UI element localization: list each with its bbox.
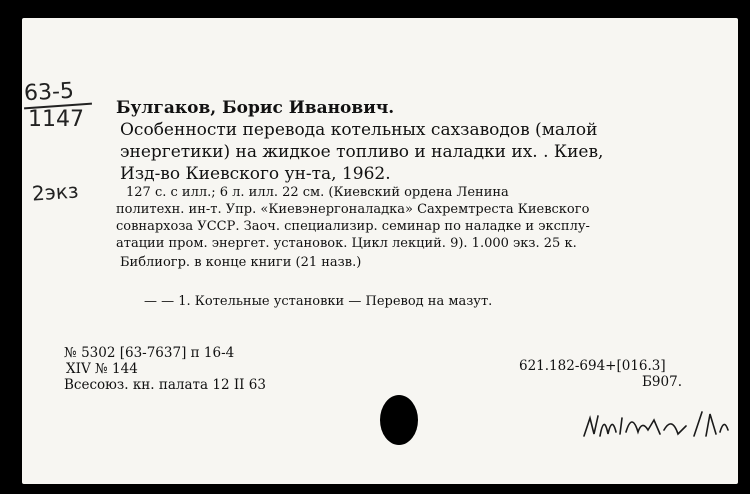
collation-line-3: совнархоза УССР. Заоч. специализир. семинар по наладке и эксплу- — [116, 219, 590, 234]
subject-heading: — — 1. Котельные установки — Перевод на мазут. — [144, 294, 493, 309]
book-chamber-stamp: Всесоюз. кн. палата 12 II 63 — [64, 377, 266, 393]
catalog-card — [22, 18, 738, 484]
shelf-mark-top: 63-5 — [23, 78, 75, 107]
udc-code: 621.182-694+[016.3] — [519, 358, 666, 374]
handwritten-signature — [582, 406, 732, 446]
author-code: Б907. — [642, 374, 682, 390]
title-line-3: Изд-во Киевского ун-та, 1962. — [120, 164, 391, 184]
title-line-2: энергетики) на жидкое топливо и наладки их. . Киев, — [120, 142, 604, 162]
collation-line-1: 127 с. с илл.; 6 л. илл. 22 см. (Киевский ордена Ленина — [126, 185, 509, 200]
volume-number: XIV № 144 — [66, 361, 138, 377]
collation-line-2: политехн. ин-т. Упр. «Киевэнергоналадка» Сахремтреста Киевского — [116, 202, 590, 217]
author-heading: Булгаков, Борис Иванович. — [116, 98, 395, 118]
bibliography-note: Библиогр. в конце книги (21 назв.) — [120, 255, 362, 270]
collation-line-4: атации пром. энергет. установок. Цикл лекций. 9). 1.000 экз. 25 к. — [116, 236, 577, 251]
copies-mark: 2экз — [31, 178, 80, 206]
shelf-mark-bottom: 1147 — [28, 107, 84, 132]
punch-hole — [380, 395, 418, 445]
title-line-1: Особенности перевода котельных сахзаводов (малой — [120, 120, 598, 140]
record-number: № 5302 [63-7637] п 16-4 — [64, 345, 235, 361]
